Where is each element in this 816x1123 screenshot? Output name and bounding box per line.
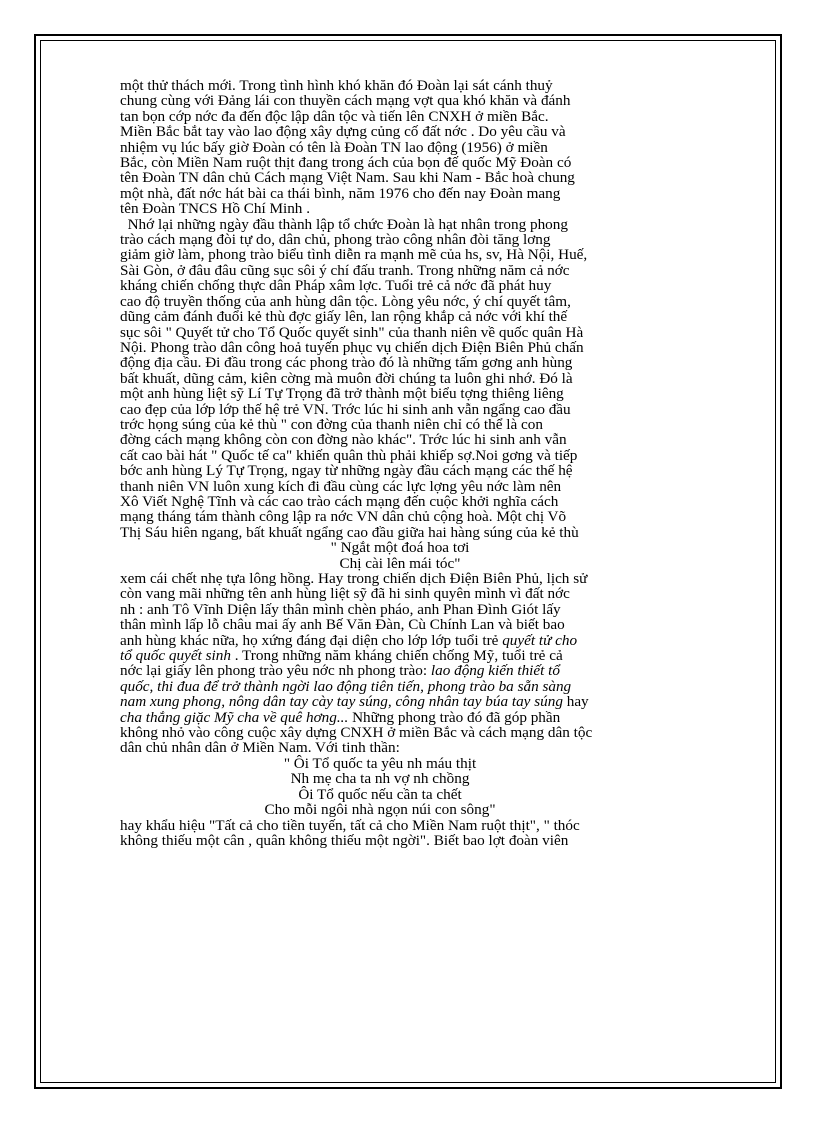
text-line: động địa cầu. Đi đầu trong các phong trào đó là những tấm gơng anh hùng [120,354,573,372]
text-line: sục sôi " Quyết tử cho Tổ Quốc quyết sinh" của thanh niên về quốc quân Hà [120,323,584,341]
text-line: chung cùng với Đảng lái con thuyền cách mạng vợt qua khó khăn và đánh [120,92,571,110]
text-line: bớc anh hùng Lý Tự Trọng, ngay từ những ngày đầu cách mạng các thế hệ [120,462,573,480]
text-line: mạng tháng tám thành công lập ra nớc VN dân chủ cộng hoà. Một chị Võ [120,508,567,526]
text-line: một thử thách mới. Trong tình hình khó khăn đó Đoàn lại sát cánh thuỷ [120,77,553,94]
text-line: cao độ truyền thống của anh hùng dân tộc. Lòng yêu nớc, ý chí quyết tâm, [120,292,571,310]
document-body [120,78,700,848]
text-line: còn vang mãi những tên anh hùng liệt sỹ đã hi sinh quyên mình vì đất nớc [120,585,570,603]
text-line [120,694,700,709]
text-line: một nhà, đất nớc hát bài ca thái bình, năm 1976 cho đến nay Đoàn mang [120,184,561,202]
text-line: cất cao bài hát " Quốc tế ca" khiến quân thù phải khiếp sợ.Noi gơng và tiếp [120,446,578,464]
italic-run: lao động kiến thiết tổ [430,662,560,680]
poem-line: Nh mẹ cha ta nh vợ nh chồng [290,770,470,788]
text-line: một anh hùng liệt sỹ Lí Tự Trọng đã trở thành một biểu tợng thiêng liêng [120,385,564,403]
text-line: cao đẹp của lớp lớp thế hệ trẻ VN. Trớc lúc hi sinh anh vẫn ngẩng cao đầu [120,400,571,418]
text-line: dũng cảm đánh đuổi kẻ thù đợc giấy lên, lan rộng khắp cả nớc với khí thế [120,308,568,326]
italic-run: cha thắng giặc Mỹ cha về quê hơng... [120,708,349,726]
poem-line: " Ôi Tổ quốc ta yêu nh máu thịt [283,754,477,772]
text-line: tên Đoàn TN dân chủ Cách mạng Việt Nam. Sau khi Nam - Bắc hoà chung [120,169,575,187]
text-line: thanh niên VN luôn xung kích đi đầu cùng các lực lợng yêu nớc làm nên [120,477,562,495]
text-line: đờng cách mạng không còn con đờng nào khác". Trớc lúc hi sinh anh vẫn [120,431,567,449]
text-line: tên Đoàn TNCS Hồ Chí Minh . [120,200,310,218]
text-line: Nội. Phong trào dân công hoả tuyến phục vụ chiến dịch Điện Biên Phủ chấn [120,338,584,356]
text-run: nớc lại giấy lên phong trào yêu nớc nh phong trào: [120,662,431,680]
text-line [120,663,700,678]
text-line: trớc họng súng của kẻ thù " con đờng của thanh niên chỉ có thể là con [120,415,543,433]
text-line: nh : anh Tô Vĩnh Diện lấy thân mình chèn pháo, anh Phan Đình Giót lấy [120,600,561,618]
text-line: dân chủ nhân dân ở Miền Nam. Với tinh thần: [120,739,400,757]
text-line [120,648,700,663]
poem-quote-1 [120,540,700,571]
poem-quote-2 [120,756,700,818]
text-line: Xô Viết Nghệ Tĩnh và các cao trào cách mạng đến cuộc khởi nghĩa cách [120,492,559,510]
poem-line: Chị cài lên mái tóc" [339,554,461,572]
text-run: anh hùng khác nữa, họ xứng đáng đại diện cho lớp lớp tuổi trẻ [120,631,499,649]
text-line: hay khẩu hiệu "Tất cả cho tiền tuyến, tất cả cho Miền Nam ruột thịt", " thóc [120,816,580,834]
poem-line: Ôi Tổ quốc nếu cần ta chết [298,785,462,803]
paragraph-3 [120,571,700,756]
text-line: thân mình lấp lỗ châu mai ấy anh Bế Văn Đàn, Cù Chính Lan và biết bao [120,616,565,634]
text-run: Những phong trào đó đã góp phần [348,708,561,726]
text-line [120,710,700,725]
text-line: Miền Bắc bắt tay vào lao động xây dựng củng cố đất nớc . Do yêu cầu và [120,123,566,141]
text-line: xem cái chết nhẹ tựa lông hồng. Hay trong chiến dịch Điện Biên Phủ, lịch sử [120,570,588,587]
text-line: Sài Gòn, ở đâu đâu cũng sục sôi ý chí đấu tranh. Trong những năm cả nớc [120,261,570,279]
text-line: nhiệm vụ lúc bấy giờ Đoàn có tên là Đoàn TN lao động (1956) ở miền [120,138,548,156]
paragraph-2 [120,217,700,541]
italic-run: nam xung phong, nông dân tay cày tay súng, công nhân tay búa tay súng [120,693,563,711]
text-line: Bắc, còn Miền Nam ruột thịt đang trong ách của bọn đế quốc Mỹ Đoàn có [120,154,572,172]
text-line: tan bọn cớp nớc đa đến độc lập dân tộc và tiến lên CNXH ở miền Bắc. [120,107,549,125]
text-run: . Trong những năm kháng chiến chống Mỹ, tuổi trẻ cả [230,647,563,665]
poem-line: Cho mỗi ngôi nhà ngọn núi con sông" [264,801,496,819]
paragraph-4 [120,818,700,849]
text-line: trào cách mạng đòi tự do, dân chủ, phong trào công nhân đòi tăng lơng [120,231,551,249]
text-line: Nhớ lại những ngày đầu thành lập tổ chức Đoàn là hạt nhân trong phong [120,215,568,233]
text-run: hay [562,693,589,711]
text-line: kháng chiến chống thực dân Pháp xâm lợc. Tuổi trẻ cả nớc đã phát huy [120,277,552,295]
text-line [120,679,700,694]
text-line [120,633,700,648]
text-line: không thiếu một cân , quân không thiếu một ngời". Biết bao lợt đoàn viên [120,831,569,849]
italic-run: quốc, thi đua để trở thành ngời lao động tiên tiến, phong trào ba sẵn sàng [120,677,572,695]
italic-run: tổ quốc quyết sinh [120,647,231,665]
text-line: không nhỏ vào công cuộc xây dựng CNXH ở miền Bắc và cách mạng dân tộc [120,724,593,742]
poem-line: " Ngắt một đoá hoa tơi [330,539,470,557]
paragraph-1 [120,78,700,217]
text-line: bất khuất, dũng cảm, kiên cờng mà muôn đời chúng ta luôn ghi nhớ. Đó là [120,369,573,387]
italic-run: quyết tử cho [498,631,578,649]
text-line: giảm giờ làm, phong trào biểu tình diễn ra mạnh mẽ của hs, sv, Hà Nội, Huế, [120,246,588,264]
text-line: Thị Sáu hiên ngang, bất khuất ngẩng cao đầu giữa hai hàng súng của kẻ thù [120,523,579,541]
